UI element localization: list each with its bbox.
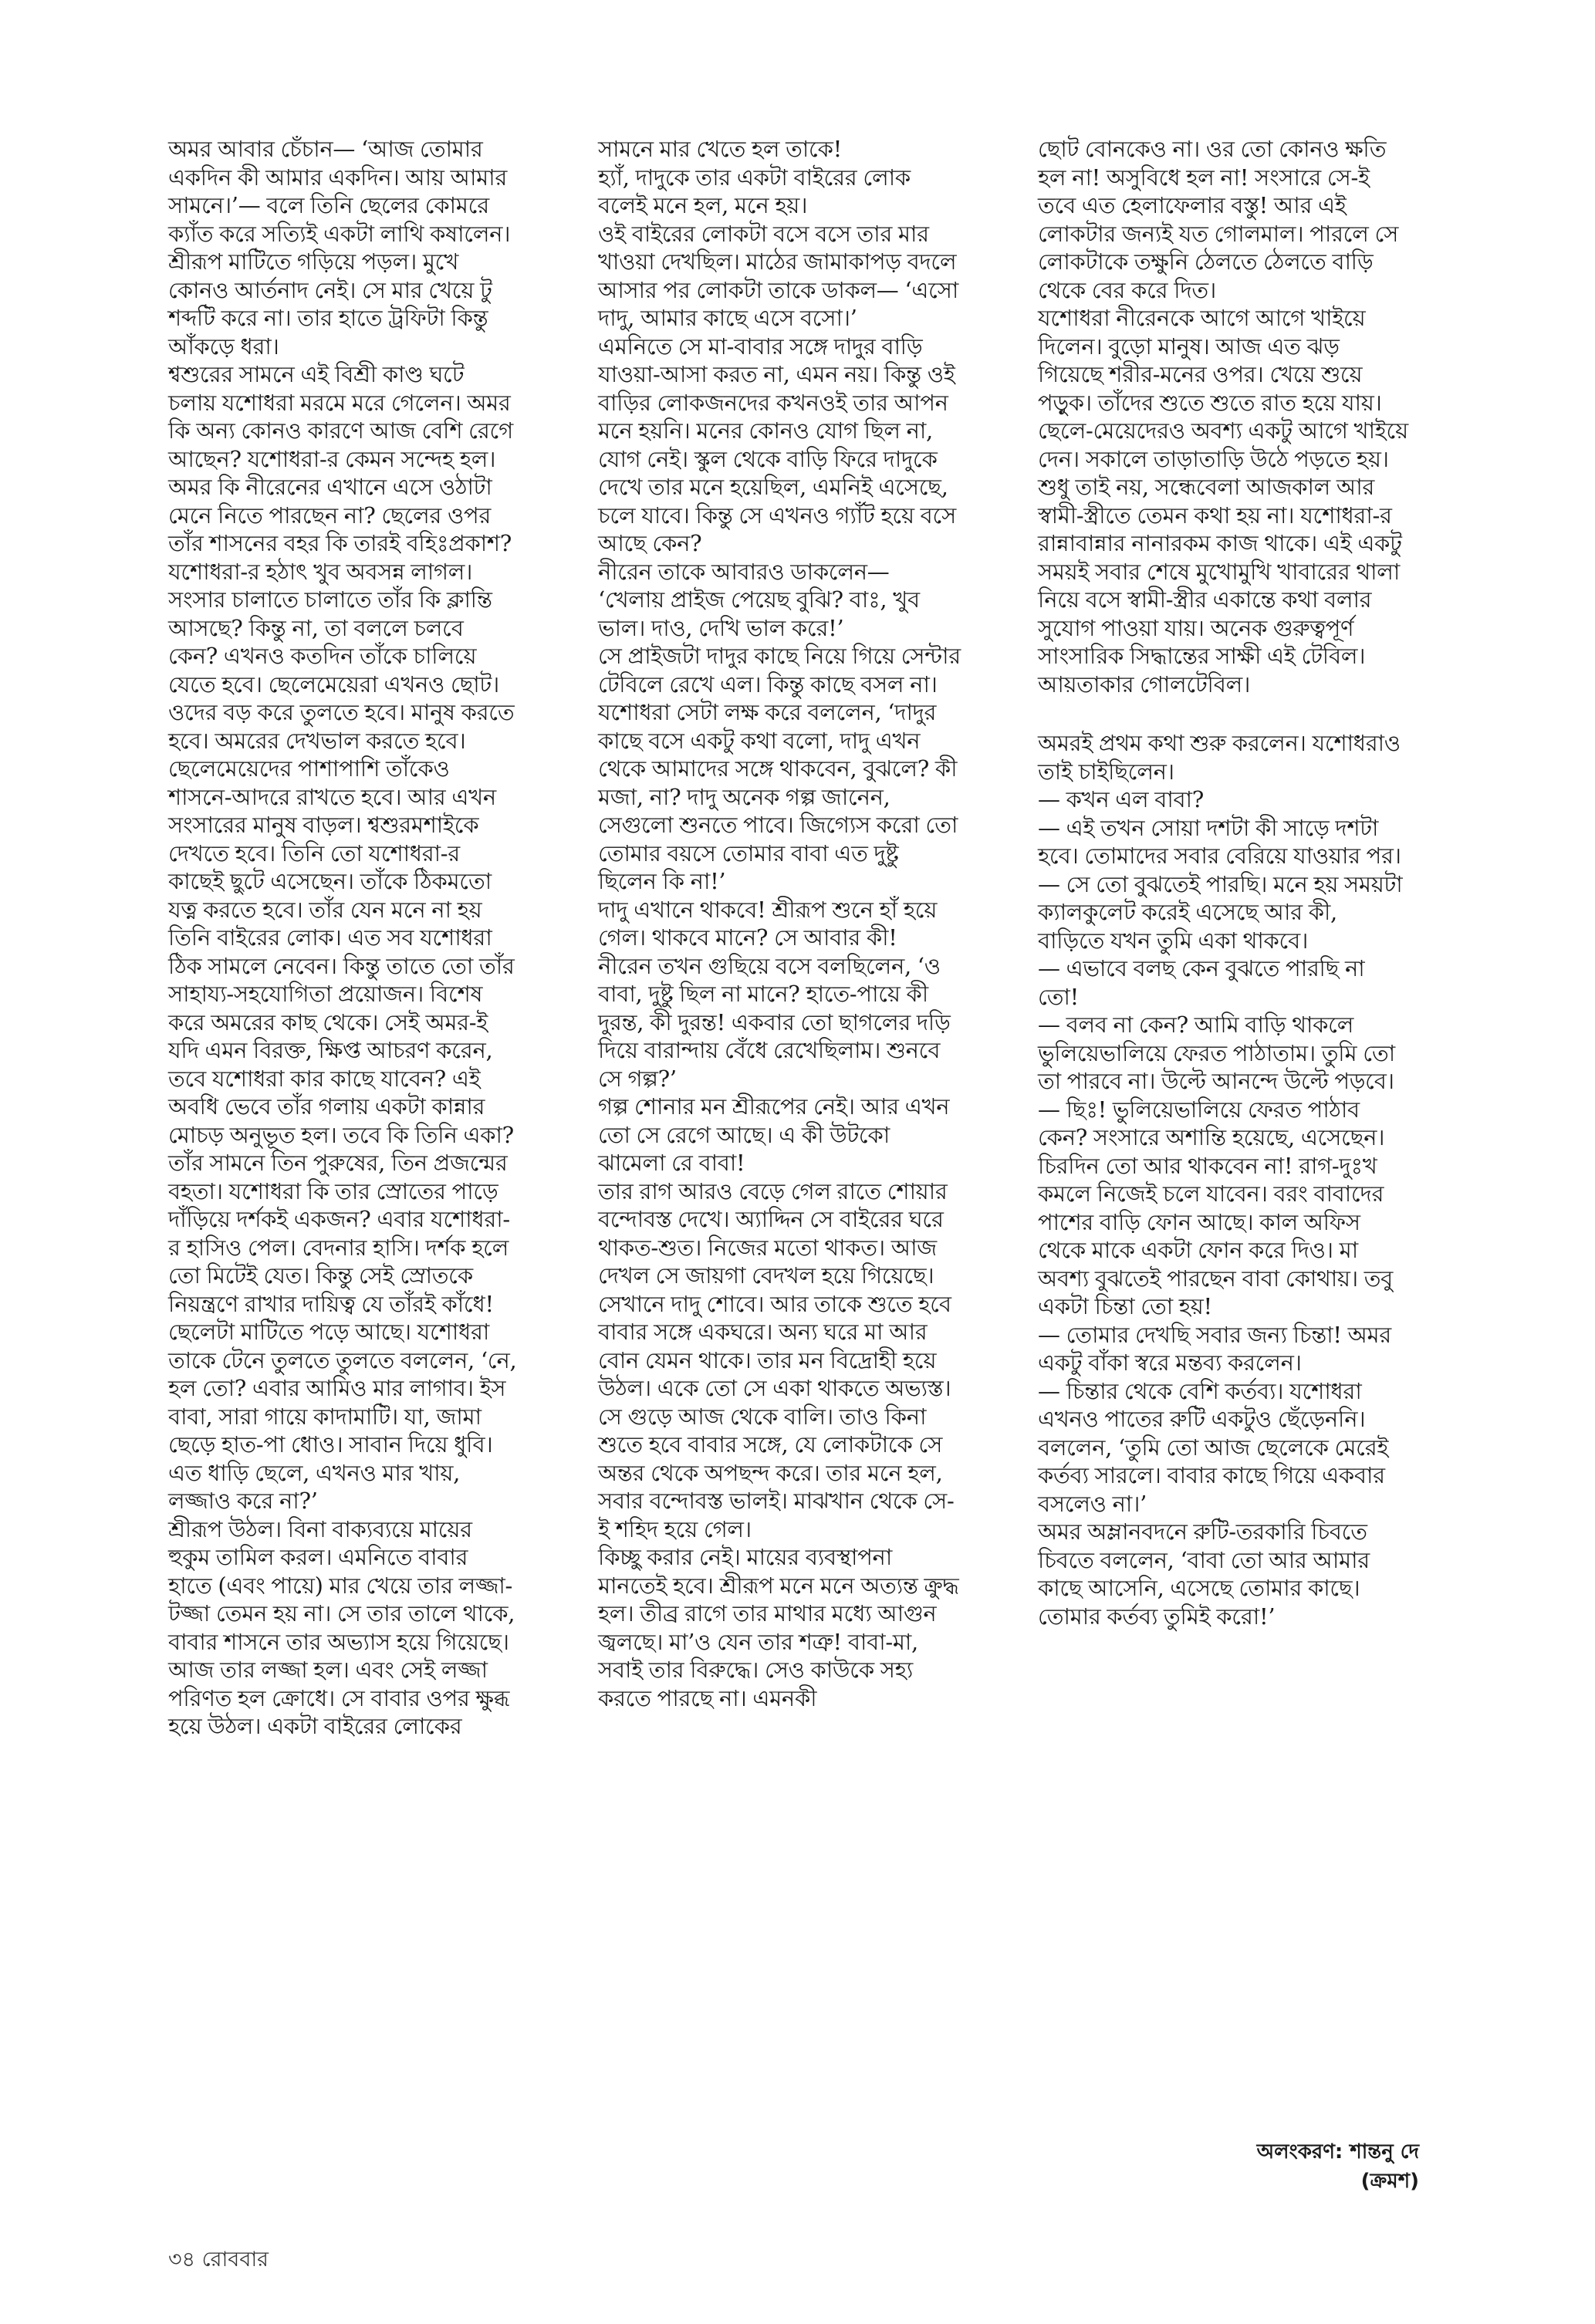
paragraph: সে প্রাইজটা দাদুর কাছে নিয়ে গিয়ে সেন্টার টেবিলে রেখে এল। কিন্তু কাছে বসল না। যশোধরা সেটা লক্ষ করে বললেন, ‘দাদুর কাছে বসে একটু কথা বলো, দাদু এখন থেকে আমাদের সঙ্গে থাকবেন, বুঝলে? কী মজা, না? দাদু অনেক গল্প জানেন, সেগুলো শুনতে পাবে। জিগ্যেস করো তো তোমার বয়সে তোমার বাবা এত দুষ্টু ছিলেন কি না!’ bbox=[598, 643, 961, 894]
paragraph: ছেলেটা মাটিতে পড়ে আছে। যশোধরা তাকে টেনে তুলতে তুলতে বললেন, ‘নে, হল তো? এবার আমিও মার লাগাব। ইস বাবা, সারা গায়ে কাদামাটি। যা, জামা ছেড়ে হাত-পা ধোও। সাবান দিয়ে ধুবি। এত ধাড়ি ছেলে, এখনও মার খায়, লজ্জাও করে না?’ bbox=[168, 1319, 517, 1514]
dialogue-line: — এই তখন সোয়া দশটা কী সাড়ে দশটা হবে। তোমাদের সবার বেরিয়ে যাওয়ার পর। bbox=[1038, 814, 1401, 869]
text-column-1 bbox=[168, 135, 517, 1741]
paragraph: এমনিতে সে মা-বাবার সঙ্গে দাদুর বাড়ি যাওয়া-আসা করত না, এমন নয়। কিন্তু ওই বাড়ির লোকজনদের কখনওই তার আপন মনে হয়নি। মনের কোনও যোগ ছিল না, যোগ নেই। স্কুল থেকে বাড়ি ফিরে দাদুকে দেখে তার মনে হয়েছিল, এমনিই এসেছে, চলে যাবে। কিন্তু সে এখনও গ্যাঁট হয়ে বসে আছে কেন? bbox=[598, 333, 957, 556]
dialogue-line: — ছিঃ! ভুলিয়েভালিয়ে ফেরত পাঠাব কেন? সংসারে অশান্তি হয়েছে, এসেছেন। চিরদিন তো আর থাকবেন না! রাগ-দুঃখ কমলে নিজেই চলে যাবেন। বরং বাবাদের পাশের বাড়ি ফোন আছে। কাল অফিস থেকে মাকে একটা ফোন করে দিও। মা অবশ্য বুঝতেই পারছেন বাবা কোথায়। তবু একটা চিন্তা তো হয়! bbox=[1038, 1096, 1393, 1319]
paragraph: কিচ্ছু করার নেই। মায়ের ব্যবস্থাপনা মানতেই হবে। শ্রীরূপ মনে মনে অত্যন্ত ক্রুদ্ধ হল। তীব্র রাগে তার মাথার মধ্যে আগুন জ্বলছে। মা’ও যেন তার শত্রু! বাবা-মা, সবাই তার বিরুদ্ধে। সেও কাউকে সহ্য করতে পারছে না। এমনকী bbox=[598, 1544, 959, 1711]
dialogue-line: — সে তো বুঝতেই পারছি। মনে হয় সময়টা ক্যালকুলেট করেই এসেছে আর কী, বাড়িতে যখন তুমি একা থাকবে। bbox=[1038, 870, 1403, 954]
illustrator-name: অলংকরণ: শান্তনু দে bbox=[1256, 2140, 1419, 2164]
paragraph: ওই বাইরের লোকটা বসে বসে তার মার খাওয়া দেখছিল। মাঠের জামাকাপড় বদলে আসার পর লোকটা তাকে ডাকল— ‘এসো দাদু, আমার কাছে এসে বসো।’ bbox=[598, 220, 959, 331]
paragraph: তাঁর সামনে তিন পুরুষের, তিন প্রজন্মের বহতা। যশোধরা কি তার স্রোতের পাড়ে দাঁড়িয়ে দর্শকই একজন? এবার যশোধরা-র হাসিও পেল। বেদনার হাসি। দর্শক হলে তো মিটেই যেত। কিন্তু সেই স্রোতকে নিয়ন্ত্রণে রাখার দায়িত্ব যে তাঁরই কাঁধে! bbox=[168, 1150, 510, 1317]
paragraph: যশোধরা নীরেনকে আগে আগে খাইয়ে দিলেন। বুড়ো মানুষ। আজ এত ঝড় গিয়েছে শরীর-মনের ওপর। খেয়ে শুয়ে পড়ুক। তাঁদের শুতে শুতে রাত হয়ে যায়। ছেলে-মেয়েদেরও অবশ্য একটু আগে খাইয়ে দেন। সকালে তাড়াতাড়ি উঠে পড়তে হয়। শুধু তাই নয়, সন্ধেবেলা আজকাল আর স্বামী-স্ত্রীতে তেমন কথা হয় না। যশোধরা-র রান্নাবান্নার নানারকম কাজ থাকে। এই একটু সময়ই সবার শেষে মুখোমুখি খাবারের থালা নিয়ে বসে স্বামী-স্ত্রীর একান্তে কথা বলার সুযোগ পাওয়া যায়। অনেক গুরুত্বপূর্ণ সাংসারিক সিদ্ধান্তের সাক্ষী এই টেবিল। আয়তাকার গোলটেবিল। bbox=[1038, 305, 1408, 698]
paragraph: যশোধরা-র হঠাৎ খুব অবসন্ন লাগল। সংসার চালাতে চালাতে তাঁর কি ক্লান্তি আসছে? কিন্তু না, তা বললে চলবে কেন? এখনও কতদিন তাঁকে চালিয়ে যেতে হবে। ছেলেমেয়েরা এখনও ছোট। ওদের বড় করে তুলতে হবে। মানুষ করতে হবে। অমরের দেখভাল করতে হবে। ছেলেমেয়েদের পাশাপাশি তাঁকেও শাসনে-আদরে রাখতে হবে। আর এখন সংসারের মানুষ বাড়ল। শ্বশুরমশাইকে দেখতে হবে। তিনি তো যশোধরা-র কাছেই ছুটে এসেছেন। তাঁকে ঠিকমতো যত্ন করতে হবে। তাঁর যেন মনে না হয় তিনি বাইরের লোক। এত সব যশোধরা ঠিক সামলে নেবেন। কিন্তু তাতে তো তাঁর সাহায্য-সহযোগিতা প্রয়োজন। বিশেষ করে অমরের কাছ থেকে। সেই অমর-ই যদি এমন বিরক্ত, ক্ষিপ্ত আচরণ করেন, তবে যশোধরা কার কাছে যাবেন? এই অবধি ভেবে তাঁর গলায় একটা কান্নার মোচড় অনুভূত হল। তবে কি তিনি একা? bbox=[168, 558, 515, 1148]
text-column-3 bbox=[1038, 135, 1408, 1630]
paragraph: অমর আবার চেঁচান— ‘আজ তোমার একদিন কী আমার একদিন। আয় আমার সামনে।’— বলে তিনি ছেলের কোমরে ক্যাঁত করে সত্যিই একটা লাথি কষালেন। শ্রীরূপ মাটিতে গড়িয়ে পড়ল। মুখে কোনও আর্তনাদ নেই। সে মার খেয়ে টু শব্দটি করে না। তার হাতে ট্রফিটা কিন্তু আঁকড়ে ধরা। bbox=[168, 136, 511, 360]
dialogue-line: — এভাবে বলছ কেন বুঝতে পারছি না তো! bbox=[1038, 955, 1365, 1010]
text-column-2 bbox=[598, 135, 961, 1712]
dialogue-line: — বলব না কেন? আমি বাড়ি থাকলে ভুলিয়েভালিয়ে ফেরত পাঠাতাম। তুমি তো তা পারবে না। উল্টে আনন্দে উল্টে পড়বে। bbox=[1038, 1012, 1395, 1094]
paragraph: সামনে মার খেতে হল তাকে! bbox=[598, 136, 843, 162]
to-be-continued: (ক্রমশ) bbox=[1360, 2170, 1419, 2193]
paragraph: নীরেন তাকে আবারও ডাকলেন— ‘খেলায় প্রাইজ পেয়েছ বুঝি? বাঃ, খুব ভাল। দাও, দেখি ভাল করে!’ bbox=[598, 558, 920, 641]
dialogue-line: — চিন্তার থেকে বেশি কর্তব্য। যশোধরা এখনও পাতের রুটি একটুও ছেঁড়েননি। বললেন, ‘তুমি তো আজ ছেলেকে মেরেই কর্তব্য সারলে। বাবার কাছে গিয়ে একবার বসলেও না।’ bbox=[1038, 1377, 1389, 1517]
paragraph: শ্রীরূপ উঠল। বিনা বাক্যব্যয়ে মায়ের হুকুম তামিল করল। এমনিতে বাবার হাতে (এবং পায়ে) মার খেয়ে তার লজ্জা-টজ্জা তেমন হয় না। সে তার তালে থাকে, বাবার শাসনে তার অভ্যাস হয়ে গিয়েছে। আজ তার লজ্জা হল। এবং সেই লজ্জা পরিণত হল ক্রোধে। সে বাবার ওপর ক্ষুব্ধ হয়ে উঠল। একটা বাইরের লোকের bbox=[168, 1515, 515, 1739]
section-break bbox=[1038, 698, 1408, 729]
paragraph: হ্যাঁ, দাদুকে তার একটা বাইরের লোক বলেই মনে হল, মনে হয়। bbox=[598, 164, 911, 218]
paragraph: ছোট বোনকেও না। ওর তো কোনও ক্ষতি হল না! অসুবিধে হল না! সংসারে সে-ই তবে এত হেলাফেলার বস্তু! আর এই লোকটার জন্যই যত গোলমাল। পারলে সে লোকটাকে তক্ষুনি ঠেলতে ঠেলতে বাড়ি থেকে বের করে দিত। bbox=[1038, 136, 1399, 303]
paragraph: শ্বশুরের সামনে এই বিশ্রী কাণ্ড ঘটে চলায় যশোধরা মরমে মরে গেলেন। অমর কি অন্য কোনও কারণে আজ বেশি রেগে আছেন? যশোধরা-র কেমন সন্দেহ হল। অমর কি নীরেনের এখানে এসে ওঠাটা মেনে নিতে পারছেন না? ছেলের ওপর তাঁর শাসনের বহর কি তারই বহিঃপ্রকাশ? bbox=[168, 361, 513, 556]
paragraph: অমর অম্লানবদনে রুটি-তরকারি চিবতে চিবতে বললেন, ‘বাবা তো আর আমার কাছে আসেনি, এসেছে তোমার কাছে। তোমার কর্তব্য তুমিই করো!’ bbox=[1038, 1518, 1370, 1630]
dialogue-line: — তোমার দেখছি সবার জন্য চিন্তা! অমর একটু বাঁকা স্বরে মন্তব্য করলেন। bbox=[1038, 1321, 1391, 1376]
paragraph: নীরেন তখন গুছিয়ে বসে বলছিলেন, ‘ও বাবা, দুষ্টু ছিল না মানে? হাতে-পায়ে কী দুরন্ত, কী দুরন্ত! একবার তো ছাগলের দড়ি দিয়ে বারান্দায় বেঁধে রেখেছিলাম। শুনবে সে গল্প?’ bbox=[598, 952, 951, 1092]
illustration-credit bbox=[1257, 2137, 1419, 2196]
paragraph: গল্প শোনার মন শ্রীরূপের নেই। আর এখন তো সে রেগে আছে। এ কী উটকো ঝামেলা রে বাবা! bbox=[598, 1093, 950, 1176]
paragraph: তার রাগ আরও বেড়ে গেল রাতে শোয়ার বন্দোবস্ত দেখে। অ্যাদ্দিন সে বাইরের ঘরে থাকত-শুত। নিজের মতো থাকত। আজ দেখল সে জায়গা বেদখল হয়ে গিয়েছে। সেখানে দাদু শোবে। আর তাকে শুতে হবে বাবার সঙ্গে একঘরে। অন্য ঘরে মা আর বোন যেমন থাকে। তার মন বিদ্রোহী হয়ে উঠল। একে তো সে একা থাকতে অভ্যস্ত। সে গুড়ে আজ থেকে বালি। তাও কিনা শুতে হবে বাবার সঙ্গে, যে লোকটাকে সে অন্তর থেকে অপছন্দ করে। তার মনে হল, সবার বন্দোবস্ত ভালই। মাঝখান থেকে সে-ই শহিদ হয়ে গেল। bbox=[598, 1177, 955, 1542]
paragraph: অমরই প্রথম কথা শুরু করলেন। যশোধরাও তাই চাইছিলেন। bbox=[1038, 730, 1401, 785]
page-number-footer: ৩৪ রোববার bbox=[168, 2248, 269, 2272]
dialogue-line: — কখন এল বাবা? bbox=[1038, 786, 1205, 812]
paragraph: দাদু এখানে থাকবে! শ্রীরূপ শুনে হাঁ হয়ে গেল। থাকবে মানে? সে আবার কী! bbox=[598, 896, 938, 951]
